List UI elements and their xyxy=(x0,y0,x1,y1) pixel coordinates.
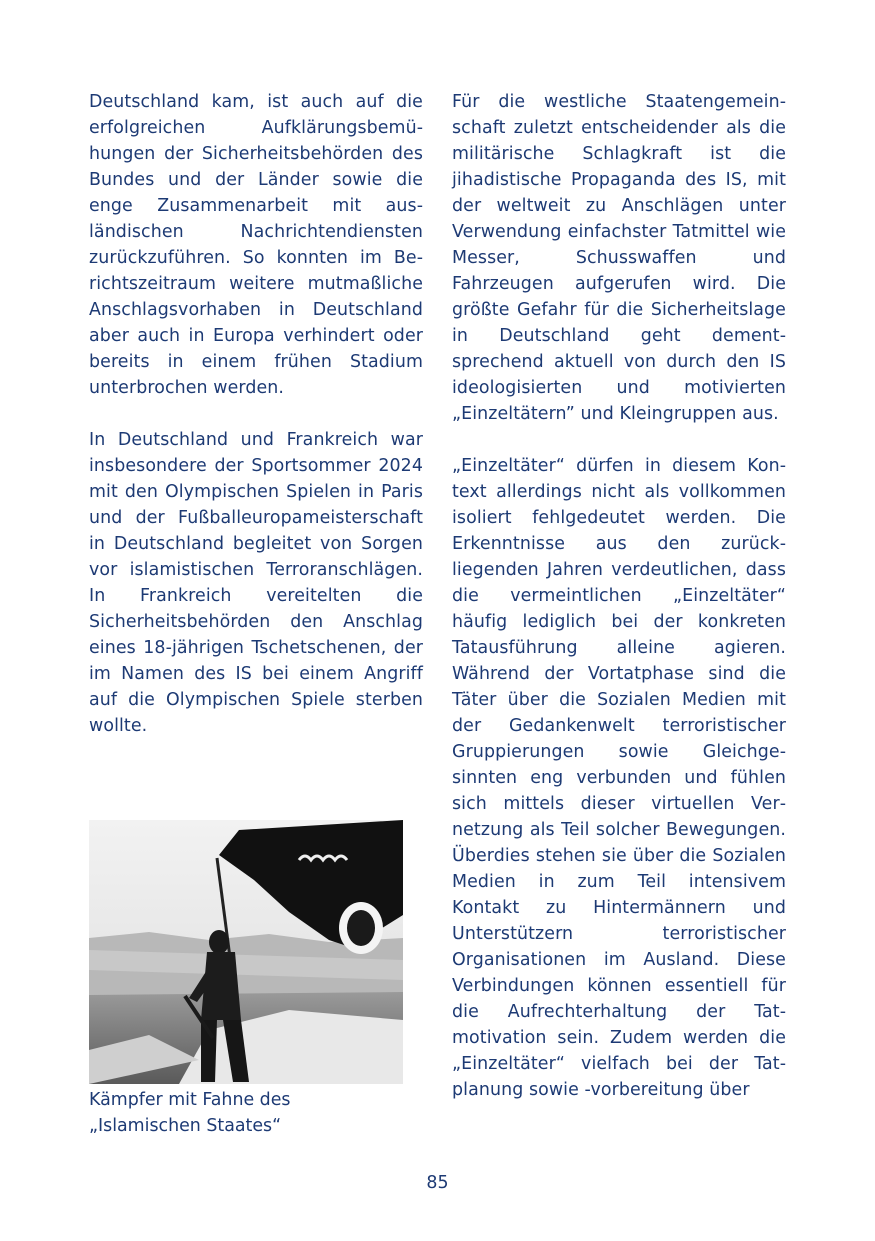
paragraph: In Deutschland und Frankreich war insbesondere der Sportsommer 2024 mit den Olympischen Spielen in Paris und der Fußballeuropameisterschaft in Deutschland begleitet von Sorgen vor islamistischen Terroranschlägen. In Frankreich vereitelten die Sicherheitsbehörden den Anschlag eines 18-jährigen Tschetschenen, der im Namen des IS bei einem Angriff auf die Olympischen Spiele sterben wollte. xyxy=(89,430,423,736)
caption-line-2: „Islamischen Staates“ xyxy=(89,1116,282,1136)
paragraph: „Einzeltäter“ dürfen in diesem Kontext allerdings nicht als vollkommen isoliert fehlgedeutet werden. Die Erkenntnisse aus den zurückliegenden Jahren verdeutlichen, dass die vermeintlichen „Einzeltäter“ häufig lediglich bei der konkreten Tatausführung alleine agieren. Während der Vortatphase sind die Täter über die Sozialen Medien mit der Gedankenwelt terroristischer Gruppierungen sowie Gleichgesinnten eng verbunden und fühlen sich mittels dieser virtuellen Vernetzung als Teil solcher Bewegungen. Überdies stehen sie über die Sozialen Medien in zum Teil intensivem Kontakt zu Hintermännern und Unterstützern terroristischer Organisationen im Ausland. Diese Verbindungen können essentiell für die Aufrechterhaltung der Tatmotivation sein. Zudem werden die „Einzeltäter“ vielfach bei der Tatplanung sowie -vorbereitung über xyxy=(452,456,786,1100)
caption-line-1: Kämpfer mit Fahne des xyxy=(89,1090,291,1110)
left-column xyxy=(89,89,423,765)
page-number: 85 xyxy=(426,1173,449,1193)
figure-caption xyxy=(89,1087,409,1139)
right-column xyxy=(452,89,786,1129)
paragraph: Deutschland kam, ist auch auf die erfolgreichen Aufklärungsbemühungen der Sicherheitsbehörden des Bundes und der Länder sowie die enge Zusammenarbeit mit ausländischen Nachrichtendiensten zurückzuführen. So konnten im Berichtszeitraum weitere mutmaßliche Anschlagsvorhaben in Deutschland aber auch in Europa verhindert oder bereits in einem frühen Stadium unterbrochen werden. xyxy=(89,92,423,398)
paragraph: Für die westliche Staatengemeinschaft zuletzt entscheidender als die militärische Schlagkraft ist die jihadistische Propaganda des IS, mit der weltweit zu Anschlägen unter Verwendung einfachster Tatmittel wie Messer, Schusswaffen und Fahrzeugen aufgerufen wird. Die größte Gefahr für die Sicherheitslage in Deutschland geht dementsprechend aktuell von durch den IS ideologisierten und motivierten „Einzeltätern” und Kleingruppen aus. xyxy=(452,92,786,424)
fighter-with-flag-photo xyxy=(89,820,403,1084)
